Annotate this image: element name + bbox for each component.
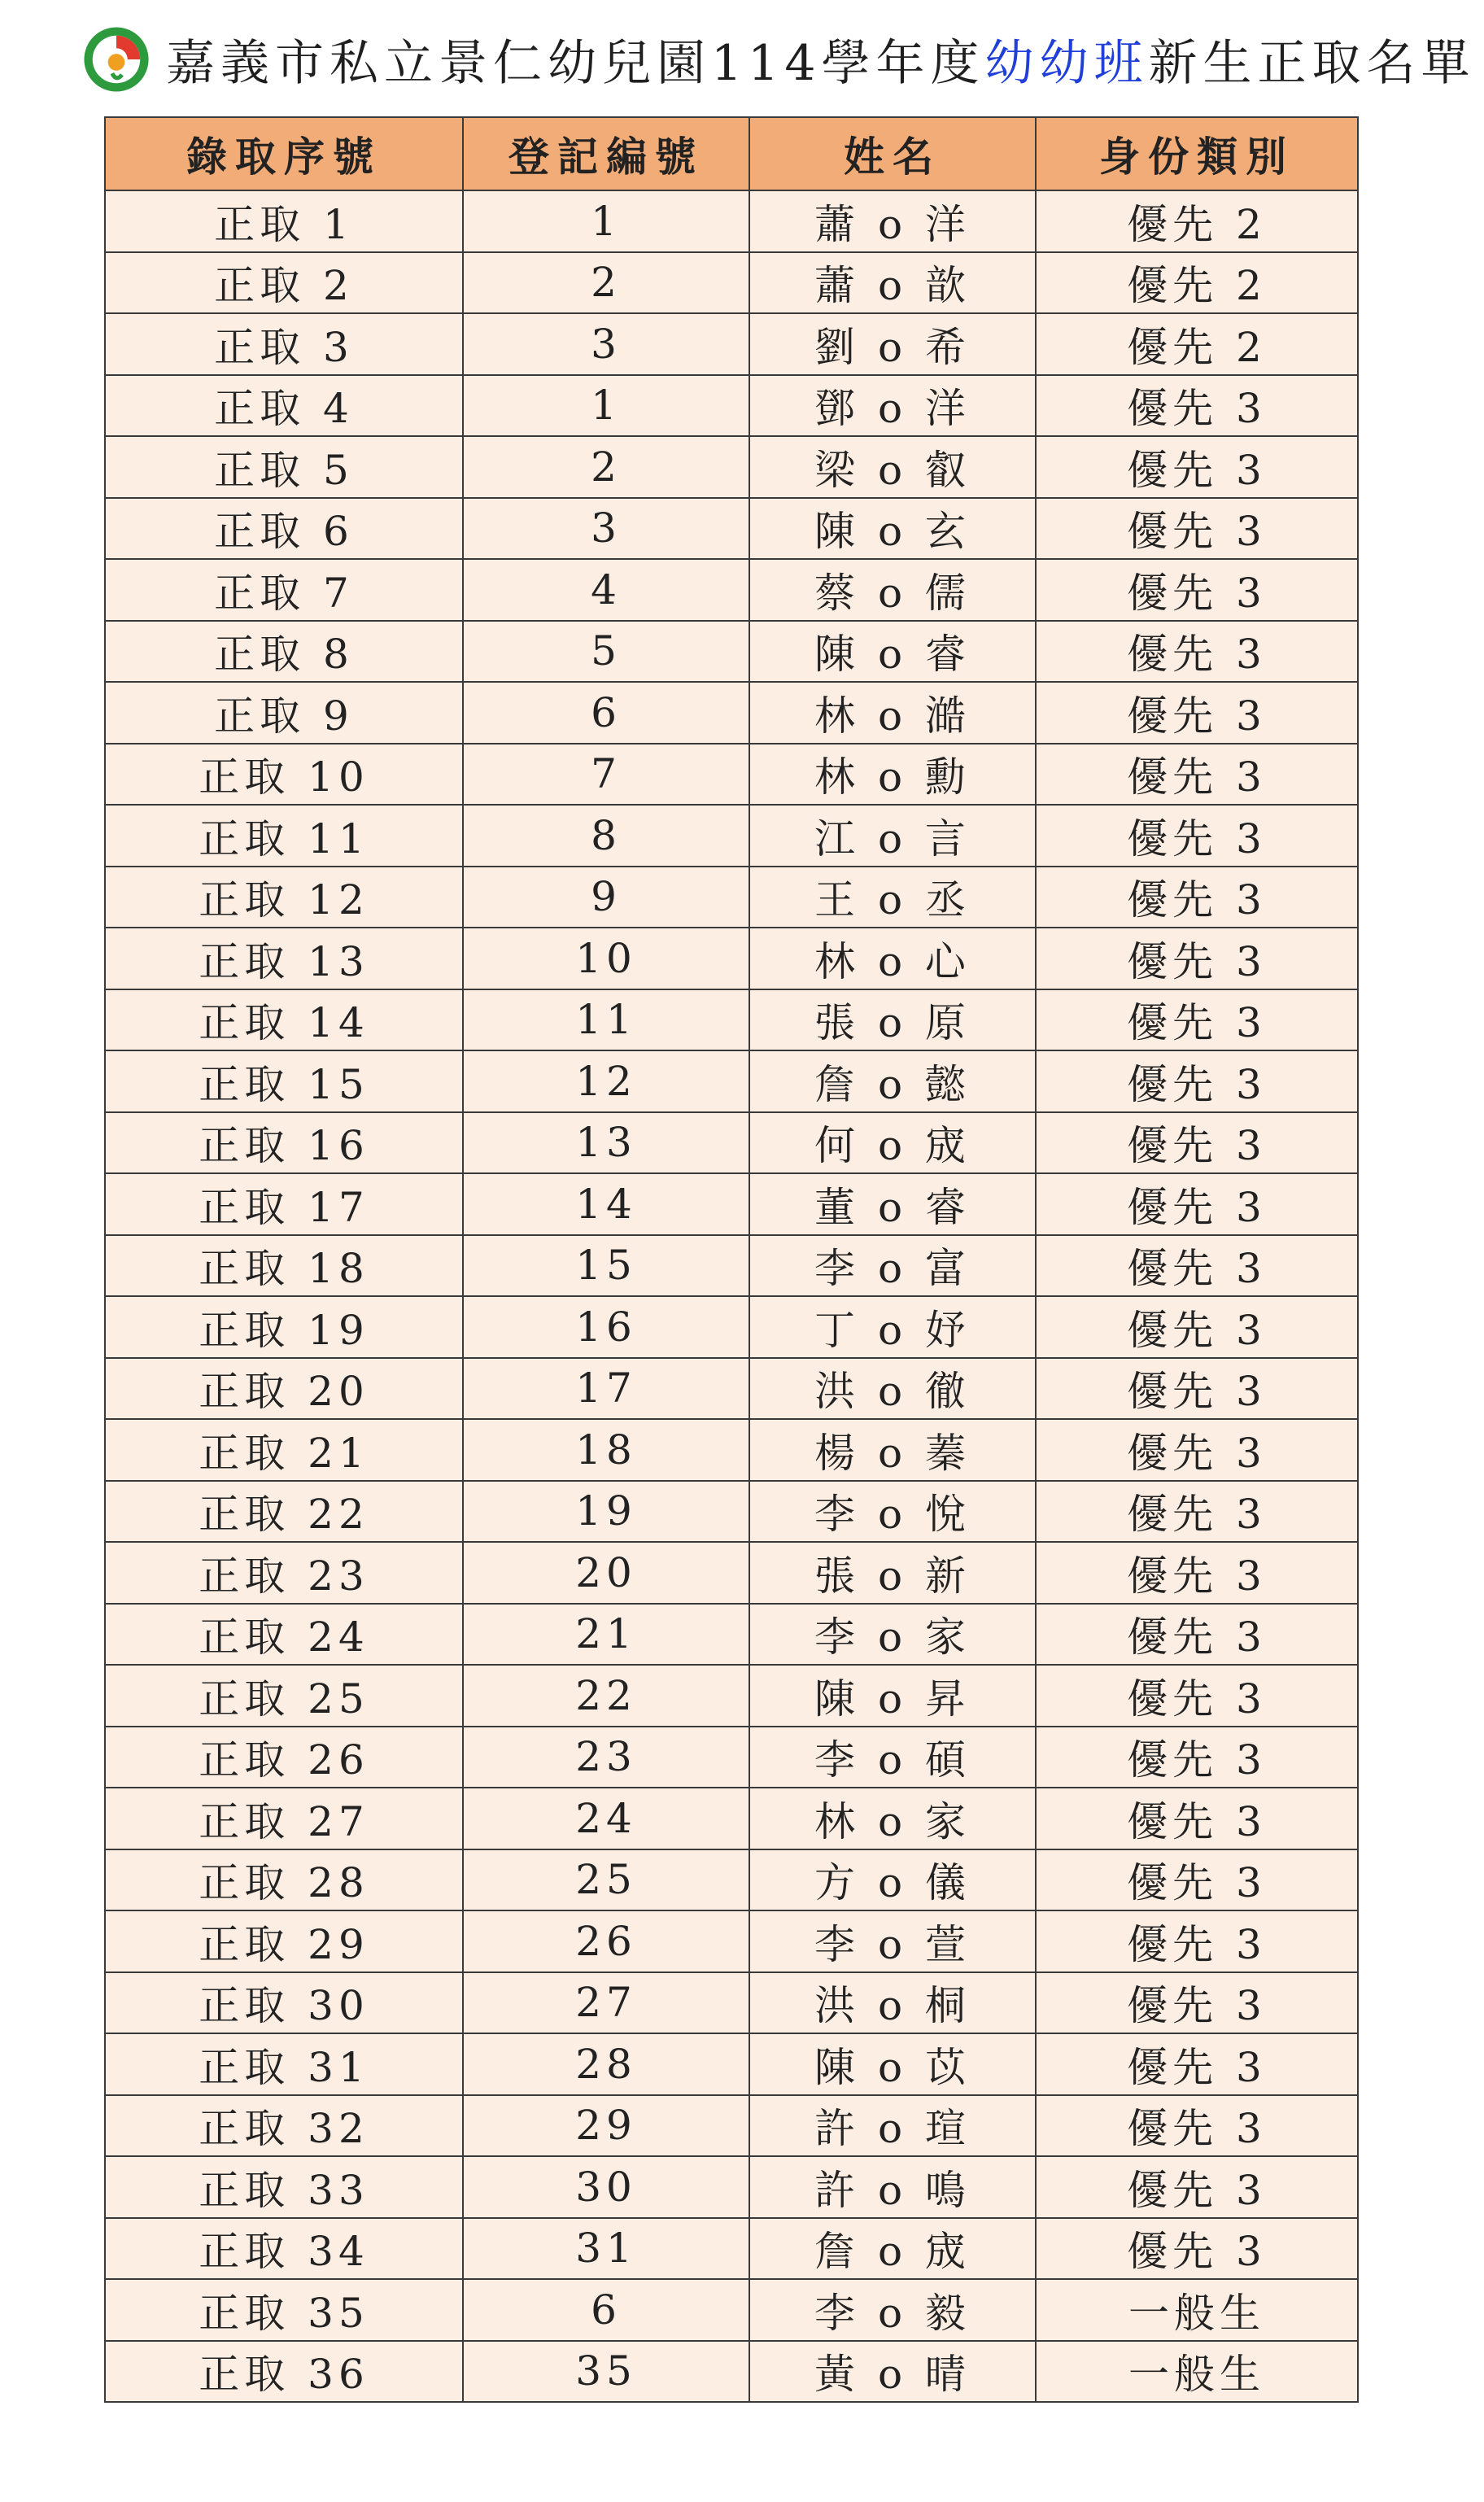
category-cell: 優先 3	[1036, 2218, 1358, 2280]
category-cell: 優先 3	[1036, 1358, 1358, 1420]
admission-no-cell: 正取 20	[105, 1358, 463, 1420]
registration-no-cell: 1	[463, 190, 749, 252]
table-row	[105, 1665, 1358, 1727]
name-cell: 董 o 睿	[749, 1173, 1036, 1235]
registration-no-cell: 14	[463, 1173, 749, 1235]
name-cell: 李 o 碩	[749, 1727, 1036, 1788]
table-header-row	[105, 117, 1358, 190]
admission-no-cell: 正取 36	[105, 2341, 463, 2403]
name-cell: 林 o 家	[749, 1788, 1036, 1849]
header-name: 姓名	[749, 117, 1036, 190]
category-cell: 優先 3	[1036, 2095, 1358, 2157]
title-row	[81, 15, 1476, 104]
title-part-2: 新生正取名單	[1148, 35, 1476, 92]
admission-no-cell: 正取 31	[105, 2033, 463, 2095]
category-cell: 優先 3	[1036, 1665, 1358, 1727]
table-row	[105, 313, 1358, 375]
name-cell: 林 o 心	[749, 928, 1036, 989]
table-row	[105, 1910, 1358, 1972]
table-row	[105, 2218, 1358, 2280]
category-cell: 優先 3	[1036, 1112, 1358, 1174]
category-cell: 優先 3	[1036, 744, 1358, 806]
category-cell: 優先 2	[1036, 313, 1358, 375]
admission-no-cell: 正取 9	[105, 682, 463, 744]
category-cell: 優先 3	[1036, 1849, 1358, 1911]
name-cell: 丁 o 妤	[749, 1296, 1036, 1358]
name-cell: 洪 o 徹	[749, 1358, 1036, 1420]
table-row	[105, 1542, 1358, 1604]
admission-no-cell: 正取 34	[105, 2218, 463, 2280]
category-cell: 優先 2	[1036, 190, 1358, 252]
name-cell: 詹 o 懿	[749, 1050, 1036, 1112]
name-cell: 李 o 富	[749, 1235, 1036, 1297]
table-row	[105, 1235, 1358, 1297]
table-row	[105, 1173, 1358, 1235]
admission-no-cell: 正取 25	[105, 1665, 463, 1727]
title-part-1: 嘉義市私立景仁幼兒園114學年度	[166, 35, 985, 92]
admission-no-cell: 正取 19	[105, 1296, 463, 1358]
table-row	[105, 1788, 1358, 1849]
admission-no-cell: 正取 6	[105, 498, 463, 560]
category-cell: 優先 3	[1036, 2156, 1358, 2218]
table-row	[105, 1727, 1358, 1788]
registration-no-cell: 3	[463, 498, 749, 560]
table-row	[105, 498, 1358, 560]
table-row	[105, 805, 1358, 867]
category-cell: 優先 3	[1036, 928, 1358, 989]
kindergarten-logo-icon	[81, 24, 151, 94]
registration-no-cell: 24	[463, 1788, 749, 1849]
admission-no-cell: 正取 5	[105, 436, 463, 498]
category-cell: 優先 3	[1036, 375, 1358, 437]
category-cell: 一般生	[1036, 2279, 1358, 2341]
category-cell: 優先 3	[1036, 1173, 1358, 1235]
name-cell: 許 o 鳴	[749, 2156, 1036, 2218]
admission-no-cell: 正取 17	[105, 1173, 463, 1235]
title-highlight: 幼幼班	[984, 35, 1149, 92]
category-cell: 優先 3	[1036, 621, 1358, 683]
registration-no-cell: 19	[463, 1481, 749, 1543]
registration-no-cell: 15	[463, 1235, 749, 1297]
registration-no-cell: 4	[463, 559, 749, 621]
registration-no-cell: 18	[463, 1419, 749, 1481]
name-cell: 蔡 o 儒	[749, 559, 1036, 621]
name-cell: 黃 o 晴	[749, 2341, 1036, 2403]
header-admission-no: 錄取序號	[105, 117, 463, 190]
table-row	[105, 1849, 1358, 1911]
table-row	[105, 559, 1358, 621]
name-cell: 李 o 萱	[749, 1910, 1036, 1972]
admission-no-cell: 正取 33	[105, 2156, 463, 2218]
category-cell: 優先 3	[1036, 559, 1358, 621]
table-row	[105, 928, 1358, 989]
name-cell: 楊 o 蓁	[749, 1419, 1036, 1481]
name-cell: 張 o 新	[749, 1542, 1036, 1604]
admission-no-cell: 正取 7	[105, 559, 463, 621]
category-cell: 優先 3	[1036, 805, 1358, 867]
registration-no-cell: 21	[463, 1604, 749, 1666]
category-cell: 優先 3	[1036, 1296, 1358, 1358]
table-row	[105, 2341, 1358, 2403]
name-cell: 林 o 勳	[749, 744, 1036, 806]
admission-no-cell: 正取 3	[105, 313, 463, 375]
registration-no-cell: 1	[463, 375, 749, 437]
registration-no-cell: 3	[463, 313, 749, 375]
category-cell: 一般生	[1036, 2341, 1358, 2403]
registration-no-cell: 25	[463, 1849, 749, 1911]
admission-no-cell: 正取 14	[105, 989, 463, 1051]
name-cell: 鄧 o 洋	[749, 375, 1036, 437]
name-cell: 林 o 澔	[749, 682, 1036, 744]
admission-no-cell: 正取 32	[105, 2095, 463, 2157]
name-cell: 張 o 原	[749, 989, 1036, 1051]
table-row	[105, 2095, 1358, 2157]
table-row	[105, 436, 1358, 498]
name-cell: 何 o 宬	[749, 1112, 1036, 1174]
category-cell: 優先 3	[1036, 1972, 1358, 2034]
registration-no-cell: 29	[463, 2095, 749, 2157]
registration-no-cell: 30	[463, 2156, 749, 2218]
registration-no-cell: 28	[463, 2033, 749, 2095]
admission-no-cell: 正取 13	[105, 928, 463, 989]
page-title	[166, 24, 1476, 94]
admission-no-cell: 正取 24	[105, 1604, 463, 1666]
registration-no-cell: 27	[463, 1972, 749, 2034]
admission-no-cell: 正取 23	[105, 1542, 463, 1604]
category-cell: 優先 3	[1036, 1910, 1358, 1972]
admission-no-cell: 正取 26	[105, 1727, 463, 1788]
name-cell: 詹 o 宬	[749, 2218, 1036, 2280]
table-row	[105, 682, 1358, 744]
admission-no-cell: 正取 8	[105, 621, 463, 683]
header-category: 身份類別	[1036, 117, 1358, 190]
admission-no-cell: 正取 12	[105, 867, 463, 928]
name-cell: 梁 o 叡	[749, 436, 1036, 498]
table-row	[105, 2279, 1358, 2341]
category-cell: 優先 3	[1036, 498, 1358, 560]
name-cell: 陳 o 昇	[749, 1665, 1036, 1727]
registration-no-cell: 5	[463, 621, 749, 683]
name-cell: 蕭 o 歆	[749, 252, 1036, 314]
registration-no-cell: 23	[463, 1727, 749, 1788]
name-cell: 李 o 家	[749, 1604, 1036, 1666]
registration-no-cell: 31	[463, 2218, 749, 2280]
table-row	[105, 190, 1358, 252]
table-row	[105, 744, 1358, 806]
admission-no-cell: 正取 22	[105, 1481, 463, 1543]
registration-no-cell: 35	[463, 2341, 749, 2403]
name-cell: 蕭 o 洋	[749, 190, 1036, 252]
name-cell: 洪 o 桐	[749, 1972, 1036, 2034]
name-cell: 李 o 毅	[749, 2279, 1036, 2341]
category-cell: 優先 3	[1036, 1235, 1358, 1297]
registration-no-cell: 12	[463, 1050, 749, 1112]
category-cell: 優先 3	[1036, 1727, 1358, 1788]
registration-no-cell: 26	[463, 1910, 749, 1972]
admission-no-cell: 正取 27	[105, 1788, 463, 1849]
admission-no-cell: 正取 16	[105, 1112, 463, 1174]
table-row	[105, 1419, 1358, 1481]
table-row	[105, 1972, 1358, 2034]
table-row	[105, 989, 1358, 1051]
category-cell: 優先 3	[1036, 1419, 1358, 1481]
table-row	[105, 1112, 1358, 1174]
registration-no-cell: 9	[463, 867, 749, 928]
registration-no-cell: 6	[463, 2279, 749, 2341]
table-row	[105, 1358, 1358, 1420]
category-cell: 優先 3	[1036, 1050, 1358, 1112]
registration-no-cell: 13	[463, 1112, 749, 1174]
registration-no-cell: 8	[463, 805, 749, 867]
name-cell: 王 o 丞	[749, 867, 1036, 928]
table-row	[105, 1050, 1358, 1112]
table-row	[105, 867, 1358, 928]
name-cell: 江 o 言	[749, 805, 1036, 867]
header-registration-no: 登記編號	[463, 117, 749, 190]
table-row	[105, 2156, 1358, 2218]
admission-no-cell: 正取 10	[105, 744, 463, 806]
admission-no-cell: 正取 35	[105, 2279, 463, 2341]
admission-no-cell: 正取 1	[105, 190, 463, 252]
admission-no-cell: 正取 21	[105, 1419, 463, 1481]
admission-no-cell: 正取 30	[105, 1972, 463, 2034]
name-cell: 劉 o 希	[749, 313, 1036, 375]
table-row	[105, 2033, 1358, 2095]
name-cell: 方 o 儀	[749, 1849, 1036, 1911]
category-cell: 優先 3	[1036, 682, 1358, 744]
table-row	[105, 1481, 1358, 1543]
registration-no-cell: 17	[463, 1358, 749, 1420]
registration-no-cell: 22	[463, 1665, 749, 1727]
admission-table	[104, 116, 1359, 2403]
admission-no-cell: 正取 2	[105, 252, 463, 314]
registration-no-cell: 7	[463, 744, 749, 806]
table-row	[105, 1296, 1358, 1358]
name-cell: 李 o 悅	[749, 1481, 1036, 1543]
table-row	[105, 1604, 1358, 1666]
registration-no-cell: 2	[463, 436, 749, 498]
admission-no-cell: 正取 4	[105, 375, 463, 437]
registration-no-cell: 11	[463, 989, 749, 1051]
registration-no-cell: 10	[463, 928, 749, 989]
category-cell: 優先 3	[1036, 1542, 1358, 1604]
name-cell: 陳 o 睿	[749, 621, 1036, 683]
admission-no-cell: 正取 29	[105, 1910, 463, 1972]
registration-no-cell: 2	[463, 252, 749, 314]
category-cell: 優先 3	[1036, 1604, 1358, 1666]
table-row	[105, 375, 1358, 437]
name-cell: 許 o 瑄	[749, 2095, 1036, 2157]
category-cell: 優先 3	[1036, 436, 1358, 498]
category-cell: 優先 3	[1036, 1788, 1358, 1849]
name-cell: 陳 o 苡	[749, 2033, 1036, 2095]
category-cell: 優先 3	[1036, 1481, 1358, 1543]
registration-no-cell: 20	[463, 1542, 749, 1604]
admission-no-cell: 正取 11	[105, 805, 463, 867]
table-row	[105, 621, 1358, 683]
name-cell: 陳 o 玄	[749, 498, 1036, 560]
admission-no-cell: 正取 18	[105, 1235, 463, 1297]
table-row	[105, 252, 1358, 314]
category-cell: 優先 2	[1036, 252, 1358, 314]
registration-no-cell: 16	[463, 1296, 749, 1358]
category-cell: 優先 3	[1036, 2033, 1358, 2095]
category-cell: 優先 3	[1036, 867, 1358, 928]
registration-no-cell: 6	[463, 682, 749, 744]
category-cell: 優先 3	[1036, 989, 1358, 1051]
admission-no-cell: 正取 28	[105, 1849, 463, 1911]
admission-no-cell: 正取 15	[105, 1050, 463, 1112]
